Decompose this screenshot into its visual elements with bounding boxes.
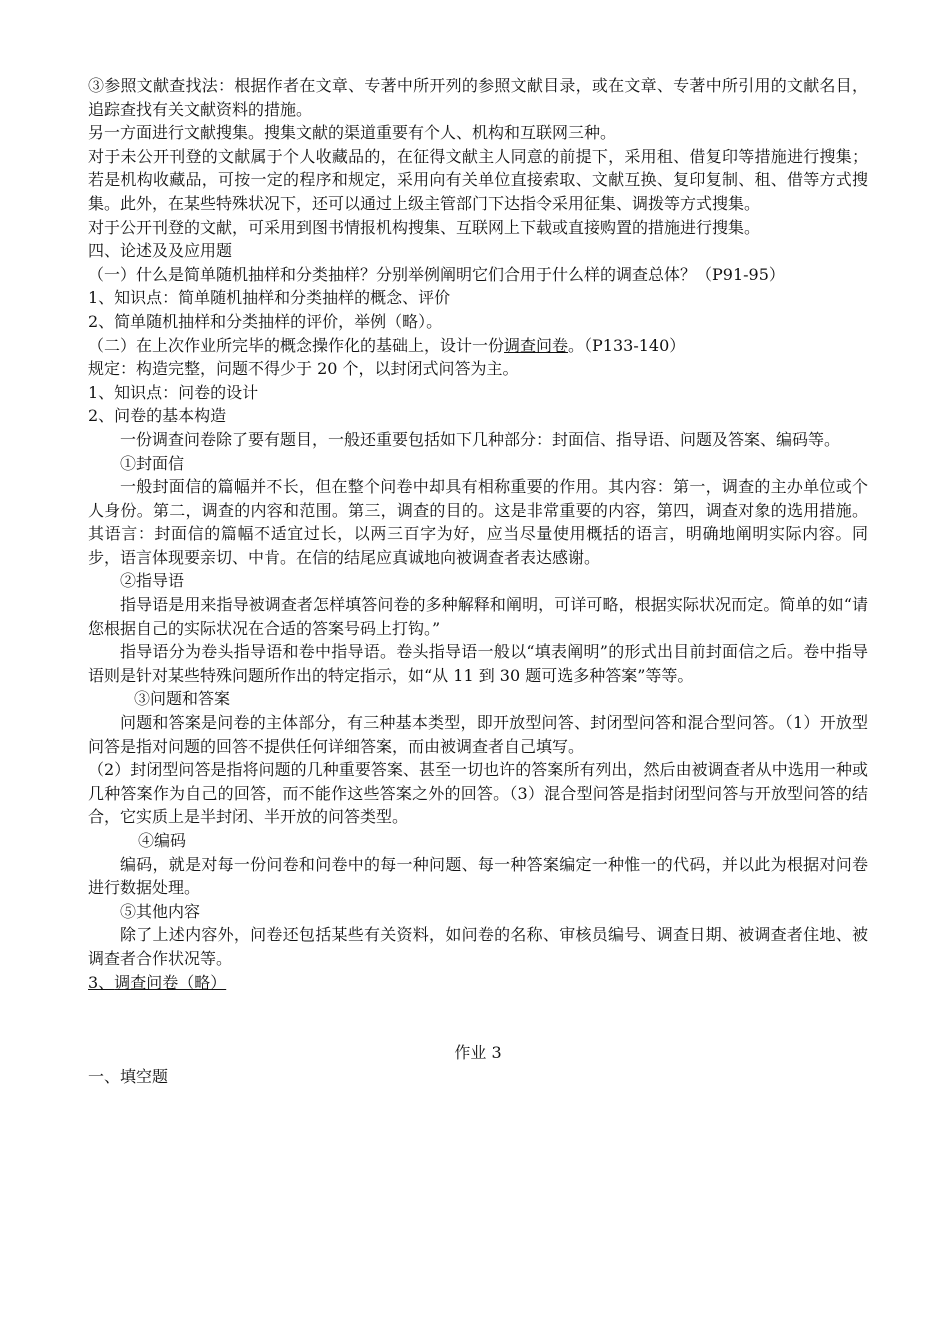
paragraph-collection-intro: 另一方面进行文献搜集。搜集文献的渠道重要有个人、机构和互联网三种。	[88, 123, 617, 143]
heading-questions-answers: ③问题和答案	[134, 689, 231, 709]
question-2-prefix: （二）在上次作业所完毕的概念操作化的基础上，设计一份	[88, 335, 505, 355]
question-2-answer-3	[88, 971, 868, 995]
heading-coding: ④编码	[138, 831, 187, 850]
question-1-answer-1: 1、知识点：简单随机抽样和分类抽样的概念、评价	[88, 288, 451, 308]
cover-letter-text: 一般封面信的篇幅并不长，但在整个问卷中却具有相称重要的作用。其内容：第一，调查的主办单位或个人身份。第二，调查的内容和范围。第三，调查的目的。这是非常重要的内容，第四，调查对象的选用措施。其语言：封面信的篇幅不适宜过长，以两三百字为好，应当尽量使用概括的语言，明确地阐明实际内容。同步，语言体现要亲切、中肯。在信的结尾应真诚地向被调查者表达感谢。	[88, 477, 868, 567]
heading-other-content: ⑤其他内容	[120, 901, 201, 921]
instructions-text-1: 指导语是用来指导被调查者怎样填答问卷的多种解释和阐明，可详可略，根据实际状况而定。简单的如“请您根据自己的实际状况在合适的答案号码上打钩。”	[88, 595, 868, 638]
heading-cover-letter: ①封面信	[120, 453, 185, 473]
answer-3-number: 3、	[88, 972, 115, 992]
questionnaire-structure-intro: 一份调查问卷除了要有题目，一般还重要包括如下几种部分：封面信、指导语、问题及答案、编码等。	[120, 429, 841, 449]
paragraph-unpublished-literature: 对于未公开刊登的文献属于个人收藏品的，在征得文献主人同意的前提下，采用租、借复印等措施进行搜集；若是机构收藏品，可按一定的程序和规定，采用向有关单位直接索取、文献互换、复印复制、租、借等方式搜集。此外，在某些特殊状况下，还可以通过上级主管部门下达指令采用征集、调拨等方式搜集。	[88, 146, 868, 213]
homework-3-title: 作业 3	[454, 1043, 502, 1063]
document-page	[88, 74, 868, 1088]
paragraph-published-literature: 对于公开刊登的文献，可采用到图书情报机构搜集、互联网上下载或直接购置的措施进行搜集。	[88, 217, 761, 237]
questionnaire-link[interactable]: 调查问卷	[504, 335, 569, 355]
instructions-text-2: 指导语分为卷头指导语和卷中指导语。卷头指导语一般以“填表阐明”的形式出目前封面信之后。卷中指导语则是针对某些特殊问题所作出的特定指示，如“从 11 到 30 题可选多种答案”等等。	[88, 642, 868, 685]
coding-text: 编码，就是对每一份问卷和问卷中的每一种问题、每一种答案编定一种惟一的代码，并以此为根据对问卷进行数据处理。	[88, 854, 868, 898]
question-1: （一）什么是简单随机抽样和分类抽样？分别举例阐明它们合用于什么样的调查总体？（P91-95）	[88, 264, 785, 284]
question-2-requirement: 规定：构造完整，问题不得少于 20 个，以封闭式问答为主。	[88, 359, 519, 379]
other-content-text: 除了上述内容外，问卷还包括某些有关资料，如问卷的名称、审核员编号、调查日期、被调查者住地、被调查者合作状况等。	[88, 925, 868, 968]
question-2-suffix: 。（P133-140）	[568, 335, 686, 355]
question-2-answer-2: 2、问卷的基本构造	[88, 406, 227, 426]
questions-answers-text-1: 问题和答案是问卷的主体部分，有三种基本类型，即开放型问答、封闭型问答和混合型问答。（1）开放型问答是指对问题的回答不提供任何详细答案，而由被调查者自己填写。	[88, 713, 868, 756]
question-2	[88, 334, 868, 358]
question-2-answer-1: 1、知识点：问卷的设计	[88, 382, 259, 402]
fill-in-blank-heading: 一、填空题	[88, 1066, 169, 1086]
section-4-heading: 四、论述及及应用题	[88, 241, 233, 261]
questions-answers-text-2: （2）封闭型问答是指将问题的几种重要答案、甚至一切也许的答案所有列出，然后由被调查者从中选用一种或几种答案作为自己的回答，而不能作这些答案之外的回答。（3）混合型问答是指封闭型问答与开放型问答的结合，它实质上是半封闭、半开放的问答类型。	[88, 760, 868, 827]
questionnaire-omitted-link[interactable]: 调查问卷（略）	[114, 972, 227, 992]
paragraph-reference-method: ③参照文献查找法：根据作者在文章、专著中所开列的参照文献目录，或在文章、专著中所引用的文献名目，追踪查找有关文献资料的措施。	[88, 76, 868, 119]
question-1-answer-2: 2、简单随机抽样和分类抽样的评价，举例（略）。	[88, 311, 443, 331]
section-spacer	[88, 994, 868, 1041]
heading-instructions: ②指导语	[120, 571, 185, 591]
